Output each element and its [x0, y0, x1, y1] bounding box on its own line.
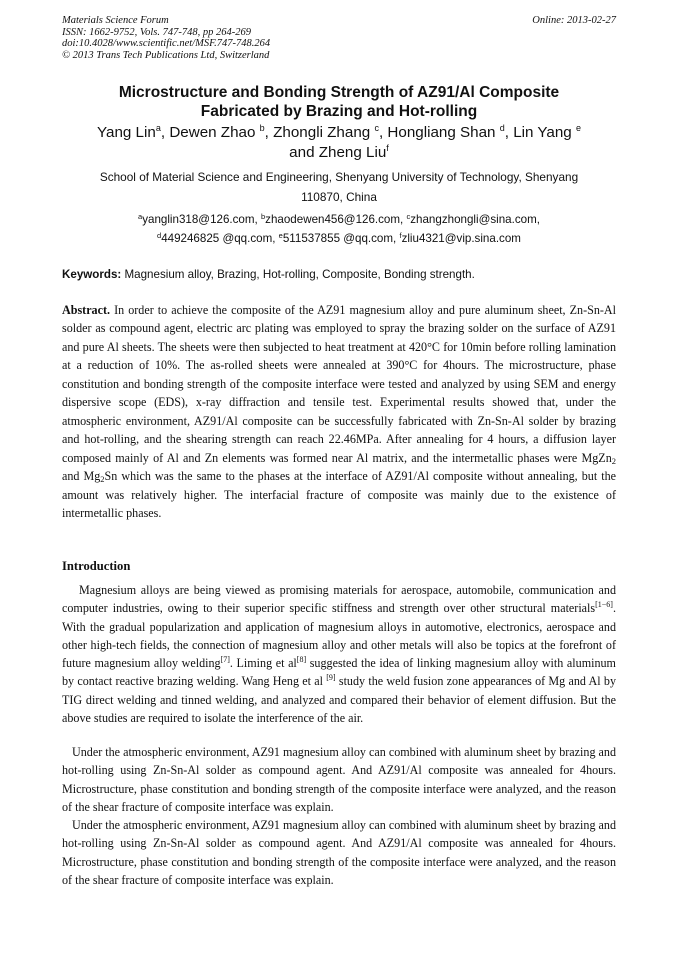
- paper-title: [62, 83, 616, 121]
- affiliation: [62, 167, 616, 207]
- author-mark: d: [499, 123, 505, 133]
- journal-header: [62, 15, 270, 61]
- author-mark: b: [259, 123, 265, 133]
- email-address: 449246825 @qq.com,: [161, 232, 279, 245]
- author-name: Yang Lin: [97, 124, 156, 141]
- abstract: [62, 301, 616, 522]
- abstract-text: In order to achieve the composite of the AZ91 magnesium alloy and pure aluminum sheet, Zn-Sn-Al solder as compound agent, electric arc plating was employed to spray the brazing solder on the surface of AZ91 and pure Al sheets. The sheets were then subjected to heat treatment at 420°C for 10min before rolling lamination at a reduction of 10%. The as-rolled sheets were annealed at 390°C for 4hours. The microstructure, phase constitution and bonding strength of the composite interface were tested and analyzed by using SEM and energy dispersive scope (EDS), x-ray diffraction and tensile test. Experimental results showed that, under the atmospheric environment, AZ91/Al composite can be successfully fabricated with Zn-Sn-Al solder by brazing and hot-rolling, and the shearing strength can reach 22.46MPa. After annealing for 4 hours, a diffusion layer composed mainly of Al and Zn elements was formed near Al matrix, and the intermetallic phases were MgZn: [62, 303, 616, 465]
- paragraph-text: study the weld fusion zone appearances of Mg and Al by TIG direct welding and tinned welding, and analyzed and compared their behavior of element diffusion. But the above studies are required to isolate the interference of the air.: [62, 674, 617, 726]
- doi-line: doi:10.4028/www.scientific.net/MSF.747-748.264: [62, 38, 271, 49]
- author-separator: ,: [504, 124, 514, 141]
- email-mark: a: [138, 212, 143, 221]
- title-line-2: Fabricated by Brazing and Hot-rolling: [200, 103, 478, 120]
- paragraph-text: suggested the idea of linking magnesium alloy with aluminum by contact reactive brazing welding. Wang Heng et al: [62, 656, 616, 689]
- email-mark: e: [278, 231, 283, 240]
- email-mark: d: [157, 231, 162, 240]
- author-mark: e: [575, 123, 581, 133]
- email-address: 511537855 @qq.com,: [282, 232, 400, 245]
- email-address: zhaodewen456@126.com,: [265, 213, 407, 226]
- author-mark: f: [386, 143, 389, 153]
- body-paragraph: Under the atmospheric environment, AZ91 magnesium alloy can combined with aluminum sheet by brazing and hot-rolling using Zn-Sn-Al solder as compound agent. And AZ91/Al composite was annealed for 4hours. Microstructure, phase constitution and bonding strength of the composite interface were analyzed, and the reason of the shear fracture of composite interface was explain.: [62, 818, 616, 887]
- email-mark: c: [406, 212, 411, 221]
- affiliation-line-2: 110870, China: [301, 190, 377, 204]
- abstract-text: Sn which was the same to the phases at the interface of AZ91/Al composite without annealing, but the amount was relatively higher. The interfacial fracture of composite was mainly due to the existence of intermetallic phases.: [62, 469, 616, 520]
- author-name: Hongliang Shan: [387, 124, 500, 141]
- keywords-text: Magnesium alloy, Brazing, Hot-rolling, Composite, Bonding strength.: [121, 268, 475, 281]
- email-mark: b: [260, 212, 266, 221]
- affiliation-line-1: School of Material Science and Engineering, Shenyang University of Technology, Shenyang: [99, 170, 579, 184]
- abstract-text: and Mg: [62, 469, 101, 484]
- copyright-line: © 2013 Trans Tech Publications Ltd, Switzerland: [62, 49, 270, 61]
- citation: [1−6]: [595, 600, 613, 610]
- author-name: and Zheng Liu: [289, 144, 387, 161]
- email-address: zliu4321@vip.sina.com: [401, 232, 521, 245]
- email-address: zhangzhongli@sina.com,: [410, 213, 540, 226]
- title-line-1: Microstructure and Bonding Strength of AZ91/Al Composite: [118, 84, 560, 101]
- online-date: Online: 2013-02-27: [532, 15, 616, 26]
- author-name: Zhongli Zhang: [273, 124, 375, 141]
- email-mark: f: [399, 231, 402, 240]
- author-separator: ,: [378, 124, 388, 141]
- citation: [7]: [220, 655, 230, 665]
- subscript: 2: [611, 455, 616, 466]
- subscript: 2: [100, 474, 105, 485]
- citation: [8]: [296, 655, 307, 665]
- issn-line: ISSN: 1662-9752, Vols. 747-748, pp 264-269: [62, 26, 251, 38]
- author-mark: c: [374, 123, 379, 133]
- author-list: [62, 123, 616, 163]
- paragraph-text: . Liming et al: [229, 656, 297, 671]
- author-name: Dewen Zhao: [169, 124, 260, 141]
- body-paragraph: [62, 581, 616, 727]
- paragraph-text: . With the gradual popularization and application of magnesium alloys in automotive, electronics, aerospace and other high-tech fields, the connection of magnesium alloy and other metals will also be topics at the forefront of future magnesium alloy welding: [62, 601, 616, 671]
- abstract-label: Abstract.: [62, 303, 111, 317]
- email-list: [62, 210, 616, 248]
- section-heading: Introduction: [62, 559, 131, 573]
- author-separator: ,: [264, 124, 274, 141]
- journal-name: Materials Science Forum: [62, 15, 169, 26]
- body-paragraph: Under the atmospheric environment, AZ91 magnesium alloy can combined with aluminum sheet by brazing and hot-rolling using Zn-Sn-Al solder as compound agent. And AZ91/Al composite was annealed for 4hours. Microstructure, phase constitution and bonding strength of the composite interface were analyzed, and the reason of the shear fracture of composite interface was explain.: [62, 745, 616, 814]
- keywords-label: Keywords:: [62, 268, 122, 281]
- author-separator: ,: [160, 124, 170, 141]
- email-address: yanglin318@126.com,: [142, 213, 261, 226]
- citation: [9]: [326, 673, 336, 683]
- author-name: Lin Yang: [513, 124, 576, 141]
- keywords: [62, 266, 616, 284]
- paragraph-text: Magnesium alloys are being viewed as promising materials for aerospace, automobile, communication and computer industries, owing to their superior specific stiffness and strength over other structural materials: [62, 583, 616, 616]
- author-mark: a: [155, 123, 161, 133]
